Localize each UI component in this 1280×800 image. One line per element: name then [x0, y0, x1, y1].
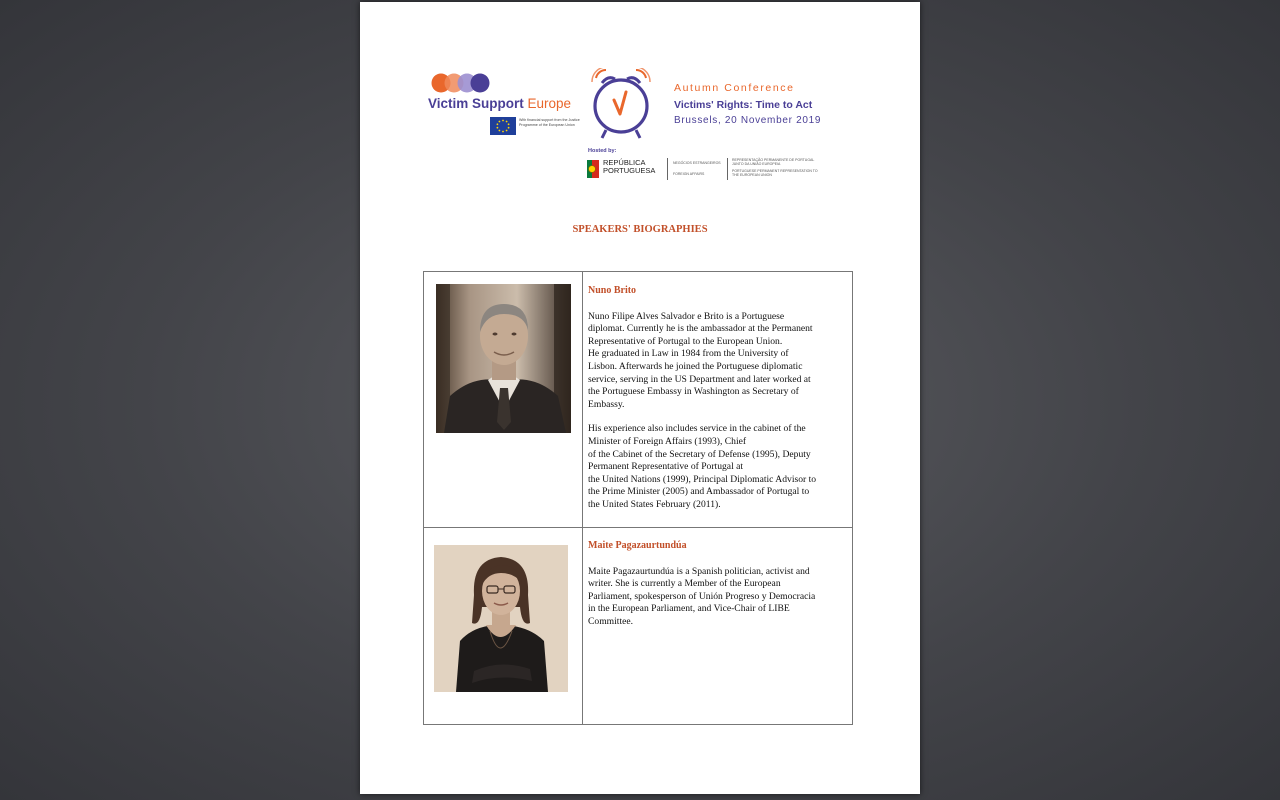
speaker-bio	[588, 540, 850, 641]
vse-name	[428, 96, 571, 111]
divider	[727, 158, 728, 180]
conference-subtitle: Victims' Rights: Time to Act	[674, 99, 813, 111]
table-row	[424, 528, 852, 724]
vse-name-accent: Europe	[527, 96, 572, 111]
speaker-photo-nuno-brito	[436, 284, 571, 433]
speaker-name: Maite Pagazaurtundúa	[588, 540, 687, 551]
conference-place-date: Brussels, 20 November 2019	[674, 115, 822, 126]
bio-paragraph: His experience also includes service in the cabinet of the Minister of Foreign Affairs (1993), Chief of the Cabinet of the Secretary of Defense (1995), Deputy Permanent Representative of Portugal at the United Nations (1999), Principal Diplomatic Advisor to the Prime Minister (2005) and Ambassador of Portugal to the United States February (2011).	[588, 423, 817, 510]
hosted-by-label: Hosted by:	[588, 148, 617, 154]
bio-paragraph: Maite Pagazaurtundúa is a Spanish politician, activist and writer. She is currently a Member of the European Parliament, spokesperson of Unión Progreso y Democracia in the European Parliament, and Vice-Chair of LIBE Committee.	[588, 565, 816, 627]
eu-funding-note: With financial support from the Justice Programme of the European Union	[519, 118, 580, 127]
victim-support-europe-logo	[428, 72, 578, 142]
portugal-emblem-icon	[587, 158, 599, 180]
table-row	[424, 272, 852, 528]
ministry-pt: NEGÓCIOS ESTRANGEIROS	[673, 161, 721, 165]
vse-name-main: Victim Support	[428, 96, 524, 111]
portugal-name-line1: REPÚBLICA	[603, 158, 646, 167]
portrait-image	[434, 545, 568, 692]
document-page	[360, 2, 920, 794]
speaker-photo-maite-pagazaurtundua	[434, 545, 568, 692]
representation-en: PORTUGUESE PERMANENT REPRESENTATION TO THE EUROPEAN UNION	[732, 169, 818, 178]
portrait-image	[436, 284, 571, 433]
speaker-bio	[588, 285, 850, 524]
page-title: SPEAKERS' BIOGRAPHIES	[572, 224, 708, 235]
ministry-en: FOREIGN AFFAIRS	[673, 172, 705, 176]
alarm-clock-icon	[590, 68, 652, 140]
representation-pt: REPRESENTAÇÃO PERMANENTE DE PORTUGAL JUNTO DA UNIÃO EUROPEIA	[732, 158, 815, 167]
portugal-name-line2: PORTUGUESA	[603, 166, 656, 175]
eu-flag-icon	[490, 117, 516, 135]
portugal-name	[603, 159, 655, 175]
divider	[667, 158, 668, 180]
conference-title: Autumn Conference	[674, 82, 795, 94]
speaker-name: Nuno Brito	[588, 285, 637, 296]
biographies-table	[423, 271, 853, 725]
bio-paragraph: Nuno Filipe Alves Salvador e Brito is a Portuguese diplomat. Currently he is the ambassador at the Permanent Representative of Portugal to the European Union. He graduated in Law in 1984 from the University of Lisbon. Afterwards he joined the Portuguese diplomatic service, serving in the US Department and later worked at the Portuguese Embassy in Washington as Secretary of Embassy.	[588, 310, 813, 410]
vse-circles-icon	[430, 72, 494, 94]
